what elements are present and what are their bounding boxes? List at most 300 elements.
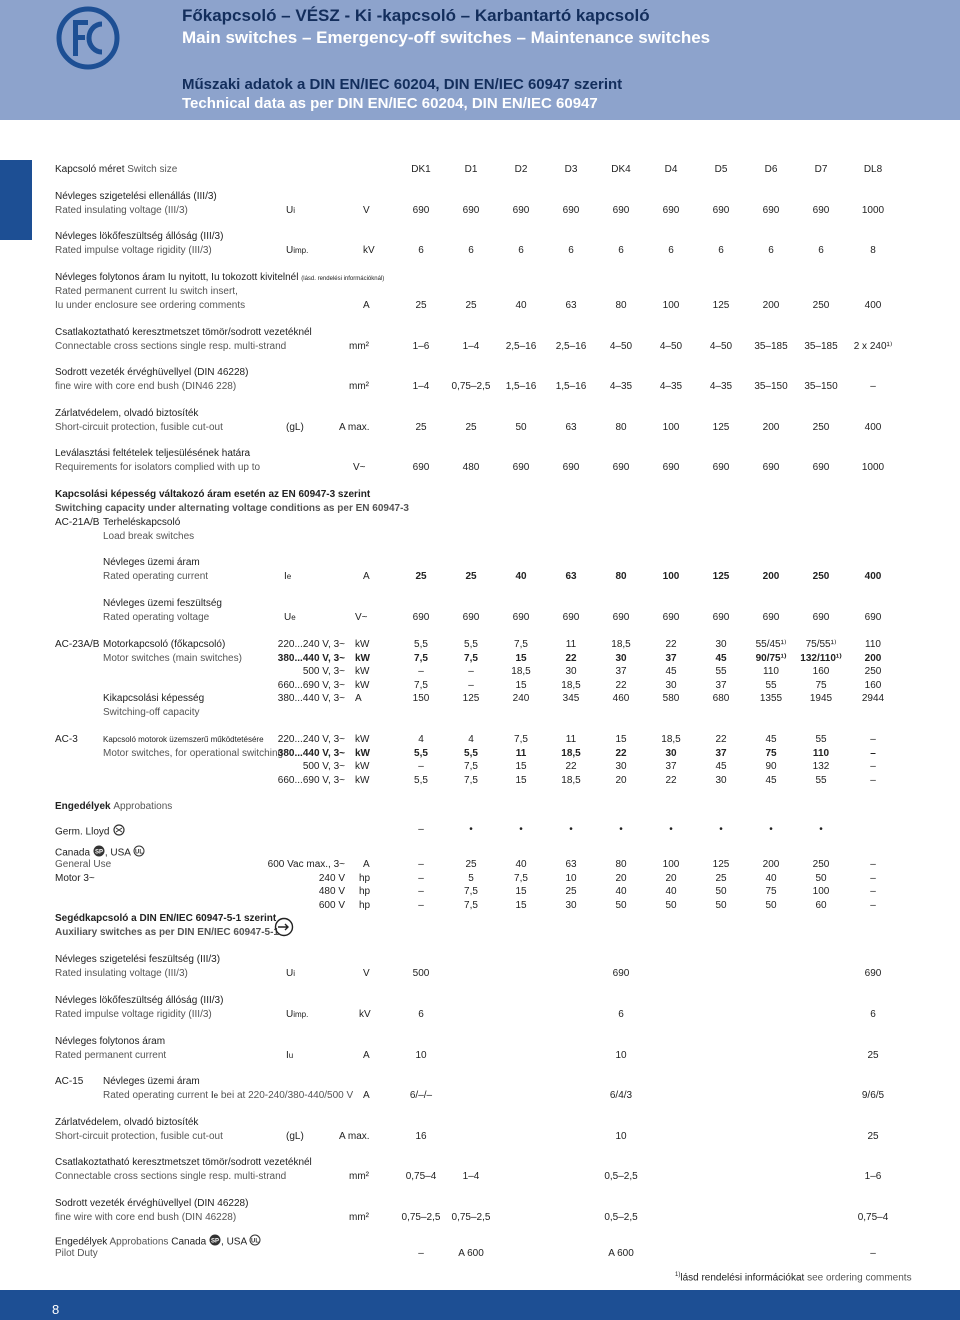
table-cell: 6 — [818, 245, 824, 256]
table-cell: – — [468, 680, 474, 691]
table-cell: 40 — [515, 859, 527, 870]
page-header — [0, 0, 960, 120]
page-title-hu: Főkapcsoló – VÉSZ - Ki -kapcsoló – Karbantartó kapcsoló — [182, 6, 650, 25]
symbol-cell: (gL) — [286, 1131, 304, 1142]
general-use-label: General Use — [55, 859, 112, 870]
table-cell: 20 — [615, 873, 627, 884]
table-cell: 580 — [662, 693, 680, 704]
symbol-cell: Ui — [286, 968, 296, 979]
table-cell: 55/45¹⁾ — [755, 639, 787, 650]
table-cell: 75 — [765, 886, 777, 897]
unit-cell: mm² — [349, 341, 369, 352]
row-label-hu: Névleges üzemi feszültség — [103, 598, 222, 609]
table-cell: 400 — [864, 300, 882, 311]
table-cell: 150 — [412, 693, 430, 704]
table-cell: 4–50 — [609, 341, 633, 352]
table-cell: 55 — [715, 666, 727, 677]
table-cell: – — [870, 734, 876, 745]
row-label-en: Rated operating current — [103, 571, 209, 582]
table-cell: 4–35 — [609, 381, 633, 392]
page-subtitle-en: Technical data as per DIN EN/IEC 60204, DIN EN/IEC 60947 — [182, 95, 598, 112]
table-cell: 25 — [415, 422, 427, 433]
section-heading-en: Switching capacity under alternating voltage conditions as per EN 60947-3 — [55, 503, 409, 514]
usa-text: , USA — [104, 847, 134, 859]
table-cell: 6 — [468, 245, 474, 256]
table-cell: 690 — [762, 612, 780, 623]
table-cell: – — [418, 886, 424, 897]
aux-cell: – — [418, 1248, 424, 1259]
aux-cell: 0,5–2,5 — [604, 1171, 638, 1182]
table-cell: 690 — [662, 612, 680, 623]
size-column-header: D2 — [514, 164, 528, 175]
table-cell: 35–185 — [804, 341, 838, 352]
table-cell: 63 — [565, 571, 577, 582]
svg-text:SP: SP — [211, 1238, 220, 1245]
table-cell: 22 — [615, 680, 627, 691]
table-cell: 6 — [568, 245, 574, 256]
condition-cell: 660...690 V, 3~ — [277, 680, 345, 691]
subscript: u — [288, 1051, 294, 1060]
table-cell: 80 — [615, 571, 627, 582]
table-cell: 200 — [762, 422, 780, 433]
row-label-hu: Sodrott vezeték érvéghüvellyel (DIN 46228) — [55, 367, 249, 378]
ul-mark-icon — [249, 1234, 261, 1250]
subscript: imp. — [293, 246, 309, 255]
row-label-text: Névleges folytonos áram Iu nyitott, Iu tokozott kivitelnél — [55, 272, 302, 283]
table-cell: 6 — [718, 245, 724, 256]
side-tab-marker — [0, 160, 32, 240]
table-cell: 7,5 — [514, 734, 528, 745]
symbol-cell: Ui — [286, 205, 296, 216]
table-cell: 1–6 — [412, 341, 430, 352]
table-cell: 6 — [618, 245, 624, 256]
table-cell: 30 — [565, 666, 577, 677]
table-cell: 30 — [715, 775, 727, 786]
table-cell: 30 — [665, 748, 677, 759]
row-label-en: Rated insulating voltage (III/3) — [55, 968, 188, 979]
table-cell: 400 — [864, 571, 882, 582]
table-cell: 37 — [665, 653, 677, 664]
table-cell: 25 — [465, 859, 477, 870]
usa-text: , USA — [221, 1236, 250, 1248]
aux-cell: 10 — [615, 1131, 627, 1142]
table-cell: 15 — [615, 734, 627, 745]
table-cell: 35–185 — [754, 341, 788, 352]
table-cell: 100 — [812, 886, 830, 897]
row-label-note: (lásd. rendelési információknál) — [301, 276, 385, 282]
table-cell: 15 — [515, 680, 527, 691]
table-cell: 75 — [815, 680, 827, 691]
table-cell: 22 — [565, 653, 577, 664]
table-cell: 10 — [565, 873, 577, 884]
unit-cell: hp — [359, 873, 371, 884]
table-cell: – — [418, 900, 424, 911]
table-cell: 690 — [662, 205, 680, 216]
table-cell: 690 — [712, 462, 730, 473]
table-cell: 7,5 — [464, 886, 478, 897]
aux-cell: A 600 — [458, 1248, 484, 1259]
row-label-en: Rated impulse voltage rigidity (III/3) — [55, 1009, 212, 1020]
table-cell: 125 — [712, 422, 730, 433]
table-cell: 125 — [462, 693, 480, 704]
unit-cell: kW — [355, 666, 370, 677]
unit-cell: V~ — [355, 612, 368, 623]
table-cell: 45 — [765, 734, 777, 745]
table-cell: 18,5 — [611, 639, 631, 650]
row-label-en: fine wire with core end bush (DIN 46228) — [55, 1212, 237, 1223]
size-column-header: DK4 — [611, 164, 631, 175]
row-label-en: Connectable cross sections single resp. multi-strand — [55, 341, 287, 352]
table-cell: – — [870, 859, 876, 870]
row-label-en: Iu under enclosure see ordering comments — [55, 300, 246, 311]
table-cell: 40 — [515, 571, 527, 582]
table-cell: • — [819, 824, 823, 835]
table-cell: 5,5 — [414, 639, 428, 650]
table-cell: 4–35 — [659, 381, 683, 392]
row-label-hu: Névleges lökőfeszültség állóság (III/3) — [55, 995, 224, 1006]
aux-cell: 6 — [870, 1009, 876, 1020]
category-code: AC-21A/B — [55, 517, 100, 528]
table-cell: 100 — [662, 422, 680, 433]
table-cell: 40 — [665, 886, 677, 897]
table-cell: 5,5 — [464, 748, 478, 759]
category-code: AC-3 — [55, 734, 78, 745]
voltage-condition-text: bei at 220-240/380-440/500 V — [218, 1090, 354, 1101]
table-cell: 25 — [415, 571, 427, 582]
table-cell: 132 — [812, 761, 830, 772]
aux-cell: 25 — [867, 1050, 879, 1061]
table-cell: 1–4 — [462, 341, 480, 352]
row-label-en: Requirements for isolators complied with up to — [55, 462, 261, 473]
aux-cell: 1–6 — [864, 1171, 882, 1182]
table-cell: 250 — [812, 571, 830, 582]
table-cell: 25 — [465, 422, 477, 433]
table-cell: 110 — [763, 666, 779, 677]
size-column-header: D4 — [664, 164, 678, 175]
table-cell: 45 — [715, 761, 727, 772]
table-cell: 0,75–2,5 — [451, 381, 491, 392]
table-cell: 5,5 — [464, 639, 478, 650]
aux-cell: 6/–/– — [409, 1090, 433, 1101]
table-cell: 22 — [665, 639, 677, 650]
row-label-hu: Névleges lökőfeszültség állóság (III/3) — [55, 231, 224, 242]
approvals-heading-en: Approbations — [113, 801, 173, 812]
table-cell: 55 — [815, 775, 827, 786]
table-cell: 25 — [465, 300, 477, 311]
table-cell: 400 — [864, 422, 882, 433]
table-cell: 4–50 — [659, 341, 683, 352]
row-label-hu: Zárlatvédelem, olvadó biztosíték — [55, 408, 199, 419]
unit-cell: A — [363, 1050, 370, 1061]
table-cell: 60 — [815, 900, 827, 911]
table-cell: 20 — [665, 873, 677, 884]
table-cell: 63 — [565, 422, 577, 433]
table-cell: 690 — [762, 462, 780, 473]
subscript: imp. — [293, 1010, 309, 1019]
unit-cell: kV — [363, 245, 375, 256]
svg-text:UL: UL — [135, 849, 144, 856]
aux-cell: 10 — [415, 1050, 427, 1061]
table-cell: 125 — [712, 571, 730, 582]
page-footer-bar — [0, 1290, 960, 1320]
row-label-hu: Csatlakoztatható keresztmetszet tömör/sodrott vezetéknél — [55, 327, 312, 338]
table-cell: 690 — [562, 205, 580, 216]
table-cell: 7,5 — [414, 680, 428, 691]
subscript: e — [213, 1091, 219, 1100]
aux-cell: 6 — [418, 1009, 424, 1020]
unit-cell: mm² — [349, 1171, 369, 1182]
germ-lloyd-text: Germ. Lloyd — [55, 826, 113, 838]
table-cell: 7,5 — [464, 653, 478, 664]
table-cell: 50 — [615, 900, 627, 911]
table-cell: 5,5 — [414, 775, 428, 786]
table-cell: 45 — [765, 775, 777, 786]
table-cell: 50 — [515, 422, 527, 433]
row-label-hu — [55, 272, 384, 284]
table-cell: – — [870, 873, 876, 884]
table-cell: • — [469, 824, 473, 835]
row-label-en: Rated operating voltage — [103, 612, 210, 623]
table-cell: 690 — [512, 205, 530, 216]
table-cell: – — [418, 761, 424, 772]
aux-heading-en: Auxiliary switches as per DIN EN/IEC 60947-5-1 — [55, 927, 279, 938]
table-cell: 7,5 — [464, 775, 478, 786]
auxiliary-switch-icon — [274, 917, 294, 941]
unit-cell: kV — [359, 1009, 371, 1020]
page-number: 8 — [52, 1302, 60, 1317]
unit-cell: kW — [355, 761, 370, 772]
aux-cell: 0,5–2,5 — [604, 1212, 638, 1223]
subscript: i — [293, 206, 296, 215]
page-title-en: Main switches – Emergency-off switches – Maintenance switches — [182, 28, 711, 47]
table-cell: 35–150 — [754, 381, 788, 392]
table-cell: 690 — [812, 462, 830, 473]
table-cell: 30 — [615, 653, 627, 664]
table-cell: 18,5 — [511, 666, 531, 677]
table-cell: 63 — [565, 859, 577, 870]
condition-cell: 380...440 V, 3~ — [277, 693, 345, 704]
unit-cell: A max. — [339, 422, 370, 433]
table-cell: 690 — [812, 205, 830, 216]
table-cell: – — [870, 775, 876, 786]
unit-cell: kW — [355, 653, 370, 664]
size-column-header: D3 — [564, 164, 578, 175]
unit-cell: kW — [355, 734, 370, 745]
size-label-hu: Kapcsoló méret — [55, 164, 128, 175]
table-cell: 18,5 — [561, 680, 581, 691]
condition-cell: 600 V — [318, 900, 345, 911]
table-cell: 50 — [765, 900, 777, 911]
table-cell: 7,5 — [464, 761, 478, 772]
row-label-en: Rated impulse voltage rigidity (III/3) — [55, 245, 212, 256]
row-label-hu: Sodrott vezeték érvéghüvellyel (DIN 46228) — [55, 1198, 249, 1209]
condition-cell: 380...440 V, 3~ — [277, 748, 345, 759]
table-cell: 200 — [762, 859, 780, 870]
table-cell: 690 — [562, 462, 580, 473]
table-cell: 25 — [715, 873, 727, 884]
unit-cell: A — [363, 1090, 370, 1101]
table-cell: 690 — [762, 205, 780, 216]
table-cell: 30 — [715, 639, 727, 650]
company-logo-icon — [56, 6, 120, 70]
table-cell: 75/55¹⁾ — [805, 639, 837, 650]
table-cell: 18,5 — [561, 748, 581, 759]
table-cell: – — [418, 859, 424, 870]
table-cell: • — [669, 824, 673, 835]
table-cell: 690 — [612, 462, 630, 473]
table-cell: 90 — [765, 761, 777, 772]
row-label-en — [103, 1090, 353, 1102]
table-cell: 40 — [765, 873, 777, 884]
condition-cell: 220...240 V, 3~ — [277, 639, 345, 650]
canada-text: Canada — [171, 1236, 210, 1248]
aux-cell: 500 — [412, 968, 430, 979]
row-label-hu: Névleges üzemi áram — [103, 1076, 200, 1087]
table-cell: 690 — [812, 612, 830, 623]
table-cell: 4 — [418, 734, 424, 745]
table-cell: 30 — [565, 900, 577, 911]
aux-cell: 25 — [867, 1131, 879, 1142]
motor-label: Motor 3~ — [55, 873, 95, 884]
table-cell: 75 — [765, 748, 777, 759]
table-cell: 100 — [662, 859, 680, 870]
unit-cell: kW — [355, 775, 370, 786]
table-cell: 37 — [715, 680, 727, 691]
aux-cell: 0,75–2,5 — [451, 1212, 491, 1223]
pilot-duty-label: Pilot Duty — [55, 1248, 98, 1259]
unit-cell: A max. — [339, 1131, 370, 1142]
table-cell: 63 — [565, 300, 577, 311]
category-code: AC-23A/B — [55, 639, 100, 650]
aux-cell: 690 — [864, 968, 882, 979]
row-label-en: Rated permanent current Iu switch insert, — [55, 286, 238, 297]
unit-cell: kW — [355, 748, 370, 759]
ul-mark-icon — [133, 845, 145, 861]
symbol-cell: Ue — [284, 612, 296, 623]
table-cell: – — [870, 748, 876, 759]
svg-text:SP: SP — [94, 849, 103, 856]
aux-cell: 6/4/3 — [609, 1090, 633, 1101]
table-cell: 15 — [515, 653, 527, 664]
table-cell: 125 — [712, 859, 730, 870]
unit-cell: kW — [355, 639, 370, 650]
table-cell: 4–50 — [709, 341, 733, 352]
table-cell: 22 — [615, 748, 627, 759]
table-cell: 11 — [565, 639, 577, 650]
table-cell: 35–150 — [804, 381, 838, 392]
table-cell: 45 — [715, 653, 727, 664]
unit-cell: V — [363, 205, 370, 216]
row-label-hu: Névleges üzemi áram — [103, 557, 200, 568]
condition-cell: 380...440 V, 3~ — [277, 653, 345, 664]
table-cell: 160 — [812, 666, 830, 677]
table-cell: – — [870, 886, 876, 897]
table-cell: 22 — [715, 734, 727, 745]
size-column-header: DL8 — [863, 164, 883, 175]
row-label-en: Short-circuit protection, fusible cut-out — [55, 422, 223, 433]
aux-cell: 0,75–2,5 — [401, 1212, 441, 1223]
size-label-en: Switch size — [127, 164, 178, 175]
approvals-heading-hu: Engedélyek — [55, 801, 114, 812]
table-cell: • — [569, 824, 573, 835]
aux-cell: 16 — [415, 1131, 427, 1142]
table-cell: – — [418, 873, 424, 884]
table-cell: 1355 — [759, 693, 783, 704]
table-cell: 690 — [462, 205, 480, 216]
table-cell: 132/110¹⁾ — [800, 653, 842, 664]
table-cell: 690 — [864, 612, 882, 623]
page-subtitle-hu: Műszaki adatok a DIN EN/IEC 60204, DIN EN/IEC 60947 szerint — [182, 76, 623, 93]
table-cell: 100 — [662, 571, 680, 582]
table-cell: 480 — [462, 462, 480, 473]
table-cell: 80 — [615, 859, 627, 870]
size-column-header: D6 — [764, 164, 778, 175]
aux-cell: A 600 — [608, 1248, 634, 1259]
table-cell: • — [719, 824, 723, 835]
size-column-header: D5 — [714, 164, 728, 175]
table-cell: 37 — [615, 666, 627, 677]
table-cell: 7,5 — [514, 639, 528, 650]
row-label-hu: Kikapcsolási képesség — [103, 693, 205, 704]
row-label-hu: Leválasztási feltételek teljesülésének határa — [55, 448, 251, 459]
table-cell: 22 — [665, 775, 677, 786]
condition-cell: 660...690 V, 3~ — [277, 775, 345, 786]
table-cell: 460 — [612, 693, 630, 704]
table-cell: 1000 — [861, 462, 885, 473]
aux-cell: 1–4 — [462, 1171, 480, 1182]
unit-cell: V — [363, 968, 370, 979]
row-label-hu: Zárlatvédelem, olvadó biztosíték — [55, 1117, 199, 1128]
table-cell: 11 — [515, 748, 527, 759]
symbol-cell: Ie — [284, 571, 292, 582]
symbol-cell: Uimp. — [286, 245, 309, 256]
table-cell: 690 — [712, 612, 730, 623]
condition-cell: 500 V, 3~ — [302, 761, 345, 772]
table-cell: 1,5–16 — [555, 381, 587, 392]
table-cell: 2,5–16 — [505, 341, 537, 352]
row-label-en: Switching-off capacity — [103, 707, 200, 718]
table-cell: 37 — [665, 761, 677, 772]
table-cell: 7,5 — [464, 900, 478, 911]
subscript: e — [291, 613, 296, 622]
aux-cell: – — [870, 1248, 876, 1259]
table-cell: 690 — [612, 205, 630, 216]
table-cell: 250 — [864, 666, 882, 677]
table-cell: 680 — [712, 693, 730, 704]
size-column-header: DK1 — [411, 164, 431, 175]
svg-text:UL: UL — [251, 1238, 260, 1245]
table-cell: 15 — [515, 761, 527, 772]
germanischer-lloyd-icon — [112, 824, 126, 840]
table-cell: 690 — [412, 205, 430, 216]
table-cell: • — [619, 824, 623, 835]
category-label-en: Motor switches (main switches) — [103, 653, 242, 664]
row-label-en: Short-circuit protection, fusible cut-out — [55, 1131, 223, 1142]
aux-cell: 0,75–4 — [405, 1171, 437, 1182]
symbol-cell: (gL) — [286, 422, 304, 433]
table-cell: 690 — [462, 612, 480, 623]
table-cell: 25 — [465, 571, 477, 582]
table-cell: 7,5 — [414, 653, 428, 664]
table-cell: 80 — [615, 422, 627, 433]
row-label-hu: Csatlakoztatható keresztmetszet tömör/sodrott vezetéknél — [55, 1157, 312, 1168]
table-cell: 55 — [765, 680, 777, 691]
table-cell: 5 — [468, 873, 474, 884]
table-cell: 55 — [815, 734, 827, 745]
condition-cell: 240 V — [318, 873, 345, 884]
table-cell: 250 — [812, 859, 830, 870]
table-cell: 2944 — [861, 693, 885, 704]
